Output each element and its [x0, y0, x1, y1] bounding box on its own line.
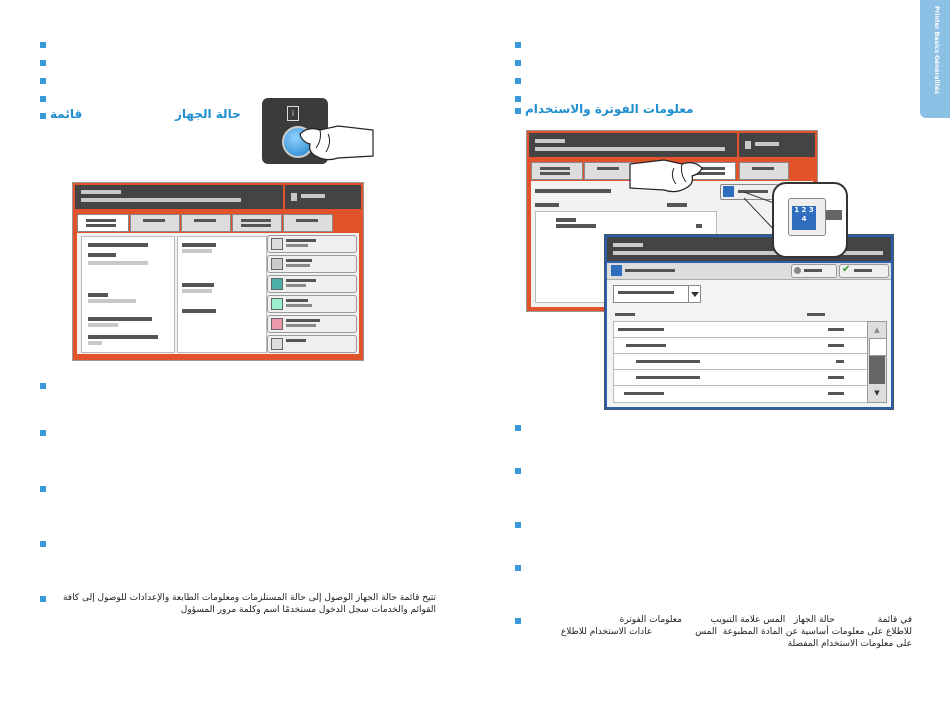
text-line: في قائمة حالة الجهاز المس علامة التبويب معلومات الفوترة — [619, 615, 912, 625]
counters-body — [607, 263, 891, 407]
counters-header — [607, 263, 891, 280]
bullet — [515, 565, 521, 571]
bullet — [515, 425, 521, 431]
bullet — [40, 78, 46, 84]
tab-alerts[interactable] — [130, 214, 180, 232]
bullet — [40, 113, 46, 119]
checkmark-icon: ✔ — [842, 264, 851, 275]
hand-pointer-icon — [298, 112, 374, 164]
dropdown-arrow-icon — [688, 286, 701, 302]
text-line: تتيح قائمة حالة الجهاز الوصول إلى حالة المستلزمات ومعلومات الطابعة والإعدادات للوصول إلى كافة — [62, 593, 436, 603]
device-info-panel — [81, 236, 175, 353]
tab-device-info[interactable] — [77, 214, 129, 232]
bullet — [515, 78, 521, 84]
scroll-thumb[interactable] — [869, 338, 887, 356]
bullet — [40, 383, 46, 389]
text-line: على معلومات الاستخدام المفصلة — [787, 639, 912, 649]
tab-alerts[interactable] — [584, 162, 634, 180]
zoomed-button — [788, 198, 826, 236]
bullet — [515, 96, 521, 102]
status-button-2[interactable] — [267, 255, 357, 273]
login-button[interactable] — [739, 133, 815, 157]
zoomed-label — [826, 210, 842, 220]
bullet — [515, 108, 521, 114]
bullet — [515, 42, 521, 48]
status-message-bar — [75, 185, 283, 209]
tab-tools[interactable] — [232, 214, 282, 232]
bullet — [40, 430, 46, 436]
billing-counter-icon — [611, 265, 622, 276]
login-button[interactable] — [285, 185, 361, 209]
heading-machine-status: حالة الجهاز — [175, 107, 241, 121]
text-line: للاطلاع على معلومات أساسية عن المادة المطبوعة المس عادات الاستخدام للاطلاع — [560, 627, 912, 637]
status-button-6[interactable] — [267, 335, 357, 353]
bullet — [40, 486, 46, 492]
status-button-4[interactable] — [267, 295, 357, 313]
status-button-3[interactable] — [267, 275, 357, 293]
tab-device-info[interactable] — [531, 162, 583, 180]
scroll-down-icon[interactable]: ▼ — [874, 389, 880, 397]
counter-row — [613, 385, 869, 403]
scrollbar[interactable] — [867, 321, 887, 403]
left-body-text — [48, 592, 436, 616]
scroll-track — [869, 356, 885, 384]
screen-body — [77, 233, 359, 354]
tab-tools[interactable] — [739, 162, 789, 180]
billing-counter-icon — [792, 206, 816, 230]
bullet — [40, 596, 46, 602]
save-button[interactable] — [839, 264, 889, 278]
machine-status-screen — [72, 182, 364, 361]
tab-billing[interactable] — [181, 214, 231, 232]
hand-pointer-icon — [628, 148, 704, 194]
zoom-callout — [772, 182, 848, 258]
heading-billing-usage: معلومات الفوترة والاستخدام — [525, 102, 694, 116]
bullet — [515, 522, 521, 528]
network-info-panel — [177, 236, 267, 353]
user-icon — [291, 193, 297, 201]
scroll-up-icon[interactable]: ▲ — [874, 326, 880, 334]
text-line: القوائم والخدمات سجل الدخول مستخدمًا اسم وكلمة مرور المسؤول — [180, 605, 436, 615]
status-button-5[interactable] — [267, 315, 357, 333]
bullet — [40, 60, 46, 66]
close-button[interactable] — [791, 264, 837, 278]
bullet — [40, 96, 46, 102]
user-icon — [745, 141, 751, 149]
heading-menu: قائمة — [50, 107, 83, 121]
counter-type-select[interactable] — [613, 285, 701, 303]
billing-counter-icon — [723, 186, 734, 197]
bullet — [515, 468, 521, 474]
bullet — [40, 42, 46, 48]
right-body-text — [522, 614, 912, 650]
bullet — [40, 541, 46, 547]
bullet — [515, 60, 521, 66]
section-side-tab — [920, 0, 950, 118]
bullet — [515, 618, 521, 624]
info-button-icon: i — [287, 106, 299, 121]
tab-supplies[interactable] — [283, 214, 333, 232]
side-tab-label: Printer Basics Généralités — [933, 6, 940, 95]
usage-counters-screen — [604, 234, 894, 410]
counter-icon-digits: 1 2 3 4 — [794, 206, 814, 223]
status-button-1[interactable] — [267, 235, 357, 253]
